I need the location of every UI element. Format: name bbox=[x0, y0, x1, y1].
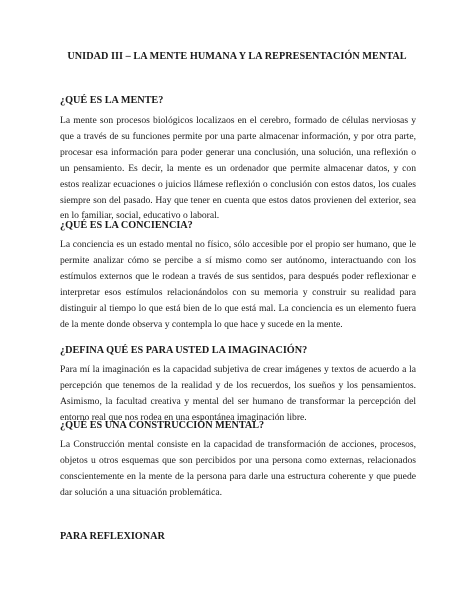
section-heading-mente: ¿QUÉ ES LA MENTE? bbox=[60, 95, 164, 106]
section-heading-conciencia: ¿QUÉ ES LA CONCIENCIA? bbox=[60, 220, 193, 231]
document-title: UNIDAD III – LA MENTE HUMANA Y LA REPRESENTACIÓN MENTAL bbox=[67, 51, 407, 62]
section-body-conciencia: La conciencia es un estado mental no físico, sólo accesible por el propio ser humano, que le permite analizar cómo se percibe a sí mismo como ser autónomo, interactuando con los estímulos externos que le rodean a través de sus sentidos, para después poder reflexionar e interpretar esos estímulos relacionándolos con su memoria y construir su realidad para distinguir al tiempo lo que está bien de lo que está mal. La conciencia es un elemento fuera de la mente donde observa y contempla lo que hace y sucede en la mente. bbox=[60, 239, 416, 330]
section-body-construccion: La Construcción mental consiste en la capacidad de transformación de acciones, procesos, objetos u otros esquemas que son percibidos por una persona como externas, relacionados conscientemente en la mente de la persona para darle una estructura coherente y que puede dar solución a una situación problemática. bbox=[60, 439, 416, 498]
closing-heading: PARA REFLEXIONAR bbox=[60, 531, 165, 542]
section-body-mente: La mente son procesos biológicos localizaos en el cerebro, formado de células nerviosas y que a través de su funciones permite por una parte almacenar información, y por otra parte, procesar esa información para poder generar una conclusión, una solución, una reflexión o un pensamiento. Es decir, la mente es un ordenador que permite almacenar datos, y con estos realizar ecuaciones o juicios llámese reflexión o conclusión con estos datos, los cuales siempre son del pasado. Hay que tener en cuenta que estos datos provienen del exterior, sea en lo familiar, social, educativo o laboral. bbox=[60, 115, 416, 222]
section-heading-imaginacion: ¿DEFINA QUÉ ES PARA USTED LA IMAGINACIÓN? bbox=[60, 345, 308, 356]
section-heading-construccion: ¿QUÉ ES UNA CONSTRUCCIÓN MENTAL? bbox=[60, 420, 265, 431]
section-body-imaginacion: Para mí la imaginación es la capacidad subjetiva de crear imágenes y textos de acuerdo a la percepción que tenemos de la realidad y de los recuerdos, los sueños y los pensamientos. Asimismo, la facultad creativa y mental del ser humano de transformar la percepción del entorno real que nos rodea en una espontánea imaginación libre. bbox=[60, 364, 416, 423]
